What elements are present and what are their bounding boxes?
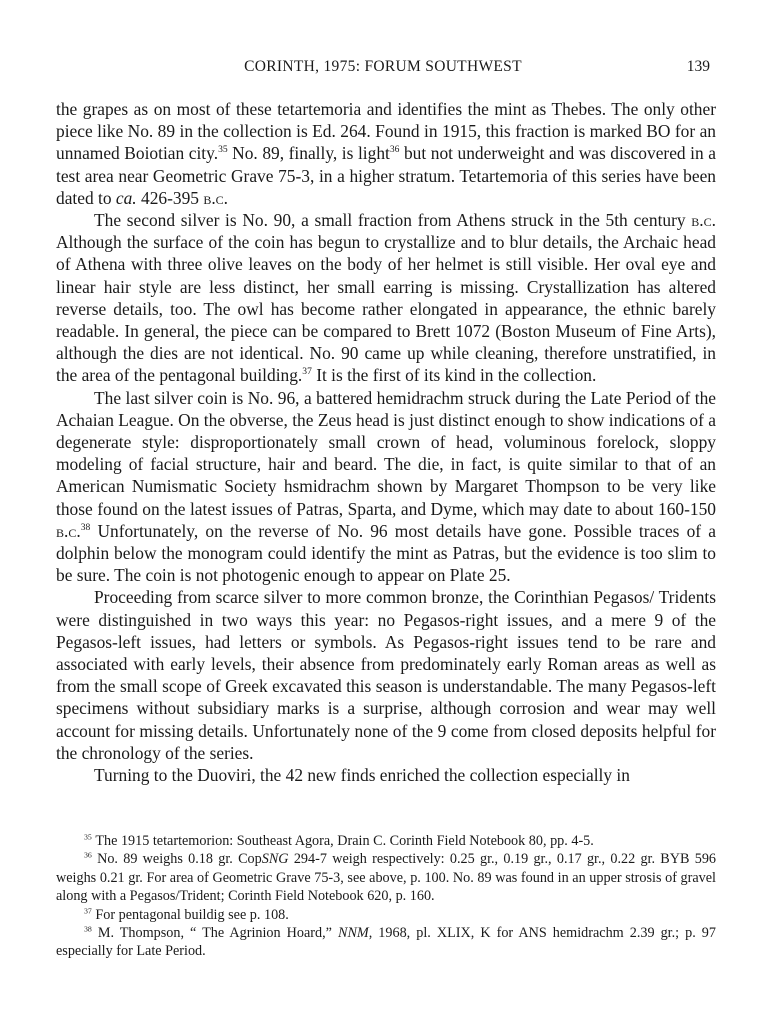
footnote-text: , 1968, pl. XLIX, K for ANS hemidrachm 2.39 gr.; p. 97 especially for Late Period. — [56, 925, 716, 960]
era-abbrev: b.c. — [203, 187, 229, 208]
text-run: The last silver coin is No. 96, a battered hemidrachm struck during the Late Period of the Achaian League. On the obverse, the Zeus head is just distinct enough to show indications of a degenerate style: disproportionately small crown of head, voluminous forelock, sloppy modeling of facial structure, hair and beard. The die, in fact, is quite similar to that of an American Numismatic Society hsmidrachm shown by Margaret Thompson to be very like those found on the latest issues of Patras, Sparta, and Dyme, which may date to about 160-150 — [56, 387, 716, 519]
text-run: No. 89, finally, is light — [227, 143, 390, 164]
footnote-number: 37 — [84, 905, 92, 915]
footnote-37 — [56, 906, 716, 924]
footnote-number: 35 — [84, 832, 92, 842]
footnote-ref: 35 — [218, 144, 228, 156]
paragraph-5: Turning to the Duoviri, the 42 new finds enriched the collection especially in — [94, 765, 630, 786]
text-run: Unfortunately, on the reverse of No. 96 most details have gone. Possible traces of a dolphin below the monogram could identify the mint as Patras, but the evidence is too slim to be sure. The coin is not photogenic enough to appear on Plate 25. — [56, 520, 716, 586]
footnotes — [56, 832, 716, 961]
footnote-text: For pentagonal buildig see p. 108. — [95, 906, 289, 923]
text-run: The second silver is No. 90, a small fraction from Athens struck in the 5th century — [94, 210, 692, 231]
paragraph-2 — [56, 209, 716, 387]
footnote-36 — [56, 850, 716, 905]
italic-text: NNM — [337, 925, 369, 942]
footnote-text: M. Thompson, “ The Agrinion Hoard,” — [97, 925, 338, 942]
page-number: 139 — [686, 58, 710, 75]
text-run: but not underweight and was discovered in a test area near Geometric Grave 75-3, in a higher stratum. Tetartemoria of this series have been dated to — [56, 143, 716, 208]
text-run: Although the surface of the coin has begun to crystallize and to blur details, the Archaic head of Athena with three olive leaves on the body of her helmet is still visible. Her oval eye and linear hair style are less distinct, her small earring is missing. Crystallization has altered reverse details, too. The owl has become rather elongated in appearance, the ethnic barely readable. In general, the piece can be compared to Brett 1072 (Boston Museum of Fine Arts), although the dies are not identical. No. 90 came up while cleaning, therefore unstratified, in the area of the pentagonal building. — [56, 232, 716, 386]
paragraph-3 — [56, 387, 716, 587]
text-run: the grapes as on most of these tetartemoria and identifies the mint as Thebes. The only other piece like No. 89 in the collection is Ed. 264. Found in 1915, this fraction is marked BO for an unnamed Boiotian city. — [56, 99, 716, 164]
footnote-38 — [56, 924, 716, 961]
body-text — [56, 98, 716, 786]
era-abbrev: b.c. — [691, 210, 716, 231]
footnote-ref: 38 — [80, 522, 91, 534]
footnote-text: The 1915 tetartemorion: Southeast Agora, Drain C. Corinth Field Notebook 80, pp. 4-5. — [95, 833, 594, 849]
footnote-text: No. 89 weighs 0.18 gr. Cop — [97, 851, 262, 868]
footnote-number: 36 — [84, 850, 92, 860]
footnote-ref: 36 — [389, 144, 400, 156]
footnote-number: 38 — [84, 924, 92, 934]
paragraph-4: Proceeding from scarce silver to more common bronze, the Corinthian Pegasos/ Tridents were distinguished in two ways this year: no Pegasos-right issues, and a mere 9 of the Pegasos-left issues, had letters or symbols. As Pegasos-right issues tend to be rare and associated with early levels, their absence from predominately early Roman areas as well as from the small scope of Greek excavated this season is understandable. The many Pegasos-left specimens without subsidiary marks is a surprise, although corrosion and wear may well account for missing details. Unfortunately none of the 9 come from closed deposits helpful for the chronology of the series. — [56, 587, 716, 763]
footnote-35 — [56, 832, 716, 850]
text-run: 426-395 — [136, 187, 204, 208]
italic-text: ca. — [115, 187, 137, 208]
text-run: It is the first of its kind in the collection. — [311, 365, 597, 386]
paragraph-1 — [56, 98, 716, 209]
italic-text: SNG — [261, 851, 289, 868]
running-header — [56, 58, 710, 84]
footnote-text: 294-7 weigh respectively: 0.25 gr., 0.19 gr., 0.17 gr., 0.22 gr. BYB 596 weighs 0.21 gr. For area of Geometric Grave 75-3, see above, p. 100. No. 89 was found in an upper strosis of gravel along with a Pegasos/Trident; Corinth Field Notebook 620, p. 160. — [56, 851, 717, 905]
running-title: CORINTH, 1975: FORUM SOUTHWEST — [244, 58, 522, 75]
era-abbrev: b.c. — [56, 520, 81, 541]
footnote-ref: 37 — [302, 366, 312, 378]
